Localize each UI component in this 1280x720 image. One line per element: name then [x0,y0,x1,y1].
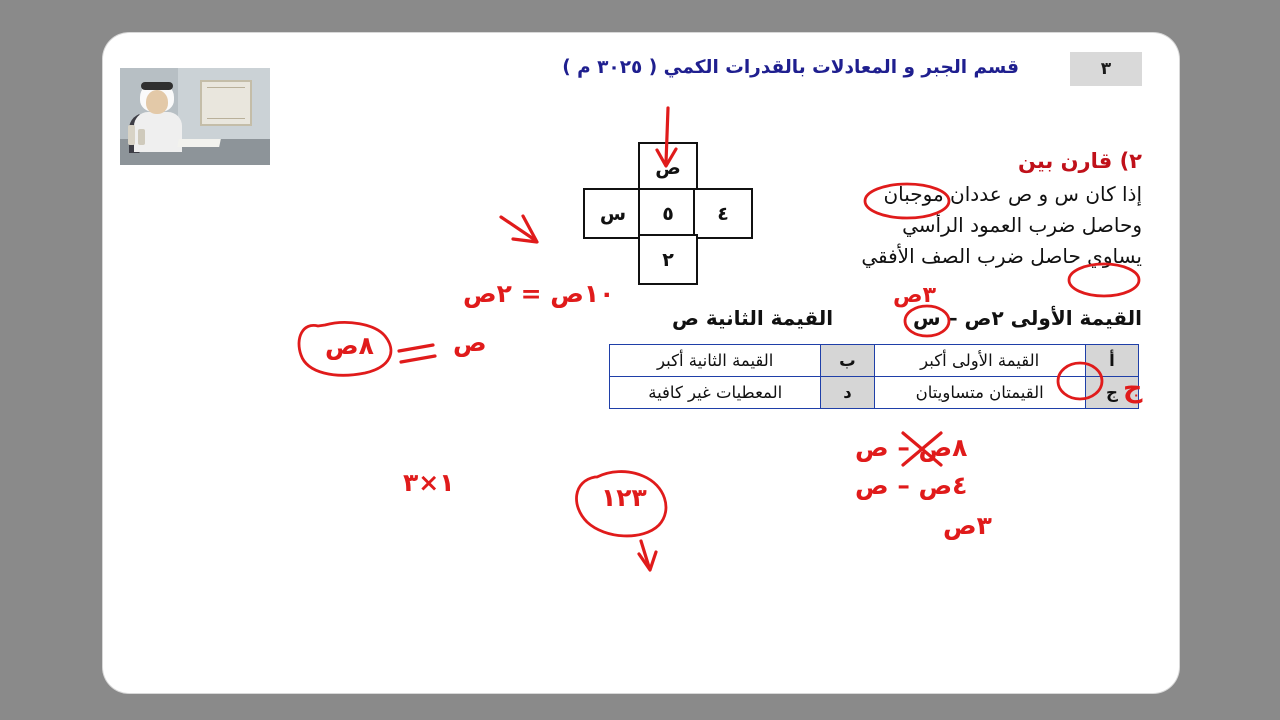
desk-bottle-two [138,129,145,145]
question-number-label: ٢) قارن بين [1017,149,1142,173]
wall-frame-decoration [200,80,252,126]
presenter-video-thumbnail [120,68,270,165]
note-3s-small: ٣ص [893,283,937,308]
note-1x2-3: ١٢٣ [601,483,647,512]
option-text-c[interactable]: القيمتان متساويتان [874,377,1085,409]
option-text-a[interactable]: القيمة الأولى أكبر [874,345,1085,377]
arrow-under-123 [641,541,649,567]
slide-canvas [103,33,1179,693]
question-line-2: وحاصل ضرب العمود الرأسي [902,213,1142,237]
note-1x3: ١×٣ [403,468,455,497]
option-letter-d[interactable]: د [821,377,874,409]
note-3s: ٣ص [943,511,992,540]
question-line-3: يساوي حاصل ضرب الصف الأفقي [861,244,1142,268]
note-s: ص [453,328,487,357]
note-4s-minus-s: ٤ص – ص [855,471,968,500]
note-8s: ٨ص [325,331,374,360]
loop-around-8s [299,322,391,375]
cell-top: ص [638,142,698,193]
page-title: قسم الجبر و المعادلات بالقدرات الكمي ( ٣٠٢٥ م ) [562,57,1019,78]
page-number-badge: ٣ [1070,52,1142,86]
values-row [672,306,1142,330]
cell-middle: ٥ [638,188,698,239]
strike-through-line [903,433,941,465]
arrow-to-left-cell [501,217,535,240]
table-row [610,345,1139,377]
note-answer-c: ج [1123,373,1143,404]
cell-left: س [583,188,643,239]
cell-right: ٤ [693,188,753,239]
desk-bottle-one [128,125,135,145]
note-8s-minus-s: ٨ص – ص [855,433,968,462]
second-value-label: القيمة الثانية ص [672,306,834,330]
cell-bottom: ٢ [638,234,698,285]
first-value-label: القيمة الأولى ٢ص – س [913,306,1142,330]
option-letter-c[interactable]: ج [1085,377,1138,409]
note-10s-equals-2s: ١٠ص = ٢ص [463,279,615,308]
option-letter-b[interactable]: ب [821,345,874,377]
option-letter-a[interactable]: أ [1085,345,1138,377]
question-line-1: إذا كان س و ص عددان موجبان [883,182,1142,206]
desk-papers [177,139,221,147]
table-row [610,377,1139,409]
option-text-d[interactable]: المعطيات غير كافية [610,377,821,409]
presenter-agal [141,82,173,90]
cross-cells-diagram [583,142,749,283]
answer-options-table [609,344,1139,409]
equals-mark-1 [399,345,433,351]
presenter-head [146,90,168,114]
question-block [792,146,1142,272]
loop-around-123 [577,472,666,536]
option-text-b[interactable]: القيمة الثانية أكبر [610,345,821,377]
